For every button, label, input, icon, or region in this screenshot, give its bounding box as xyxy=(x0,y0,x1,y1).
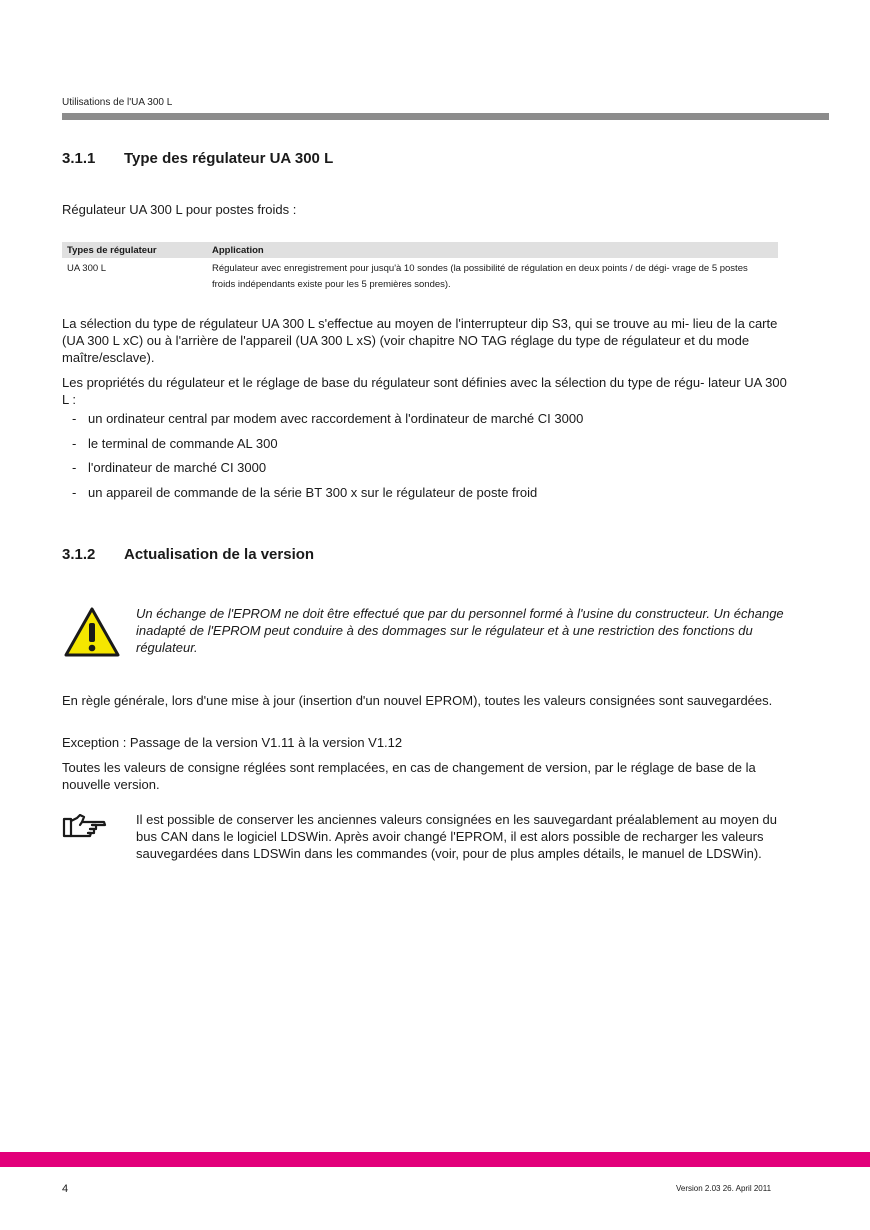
section-number: 3.1.2 xyxy=(62,546,96,563)
table-header-type: Types de régulateur xyxy=(62,242,207,258)
footer-bar xyxy=(0,1152,870,1167)
header-divider xyxy=(62,113,829,120)
update-paragraph: En règle générale, lors d'une mise à jour (insertion d'un nouvel EPROM), toutes les valeurs consignées sont sauvegardées. xyxy=(62,693,773,708)
pointing-hand-icon xyxy=(62,814,108,840)
warning-text: Un échange de l'EPROM ne doit être effectué que par du personnel formé à l'usine du constructeur. Un échange inadapté de l'EPROM peut conduire à des dommages sur le régulateur et à une restriction des fonctions du régulateur. xyxy=(136,606,784,655)
table-cell-application: Régulateur avec enregistrement pour jusqu'à 10 sondes (la possibilité de régulation en deux points / de dégi- vrage de 5 postes froids indépendants existe pour les 5 premières sondes). xyxy=(212,263,748,290)
exception-line: Exception : Passage de la version V1.11 à la version V1.12 xyxy=(62,735,403,750)
section-title: Type des régulateur UA 300 L xyxy=(124,150,334,167)
table-cell-type: UA 300 L xyxy=(67,263,107,274)
options-list xyxy=(72,411,583,509)
table-row xyxy=(62,258,778,296)
intro-paragraph: Régulateur UA 300 L pour postes froids : xyxy=(62,202,297,217)
selection-paragraph: La sélection du type de régulateur UA 300 L s'effectue au moyen de l'interrupteur dip S3, qui se trouve au mi- lieu de la carte (UA 300 L xC) ou à l'arrière de l'appareil (UA 300 L xS) (voir chapitre NO TAG réglage du type de régulateur et du mode maître/esclave). xyxy=(62,316,778,365)
list-item: - un ordinateur central par modem avec raccordement à l'ordinateur de marché CI 3000 xyxy=(72,411,584,426)
list-item: - le terminal de commande AL 300 xyxy=(72,435,278,451)
note-text: Il est possible de conserver les anciennes valeurs consignées en les sauvegardant préalablement au moyen du bus CAN dans le logiciel LDSWin. Après avoir changé l'EPROM, il est alors possible de recharger les valeurs sauvegardées dans LDSWin dans les commandes (voir, pour de plus amples détails, le manuel de LDSWin). xyxy=(136,812,777,861)
section-number: 3.1.1 xyxy=(62,150,96,167)
version-date: Version 2.03 26. April 2011 xyxy=(676,1184,772,1193)
list-item: - l'ordinateur de marché CI 3000 xyxy=(72,460,267,475)
section-heading-3-1-2 xyxy=(62,546,314,563)
properties-paragraph: Les propriétés du régulateur et le réglage de base du régulateur sont définies avec la sélection du type de régu- lateur UA 300 L : xyxy=(62,375,787,407)
regulator-types-table xyxy=(62,242,778,296)
list-item: - un appareil de commande de la série BT 300 x sur le régulateur de poste froid xyxy=(72,484,538,500)
replacement-paragraph: Toutes les valeurs de consigne réglées sont remplacées, en cas de changement de version, par le réglage de base de la nouvelle version. xyxy=(62,760,756,792)
table-header-application: Application xyxy=(207,242,778,258)
running-header: Utilisations de l'UA 300 L xyxy=(62,97,173,108)
section-heading-3-1-1 xyxy=(62,150,333,167)
table-header-row xyxy=(62,242,778,258)
section-title: Actualisation de la version xyxy=(124,546,315,563)
page-number: 4 xyxy=(62,1183,69,1195)
warning-triangle-icon xyxy=(64,607,120,657)
